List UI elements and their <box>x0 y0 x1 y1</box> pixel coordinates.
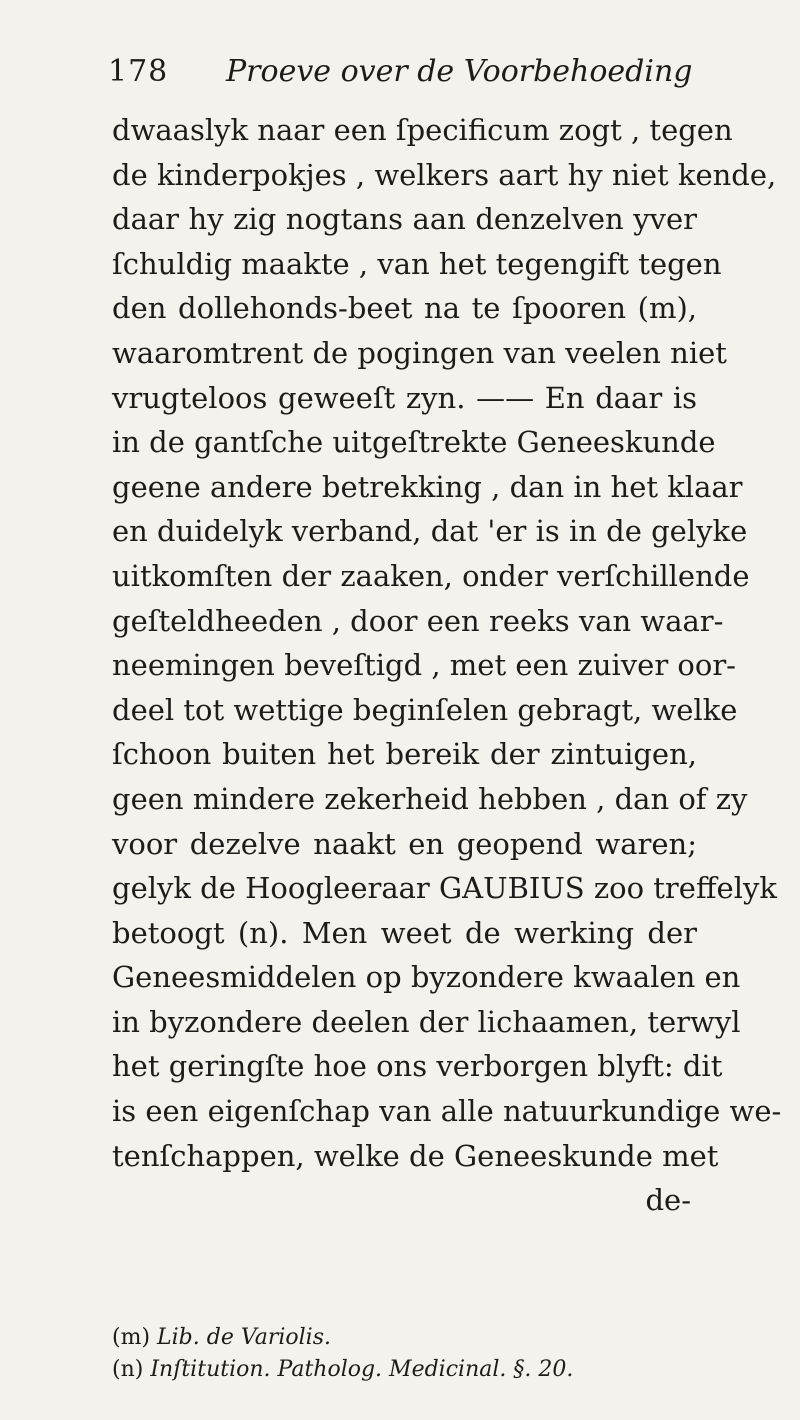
footnote-mark: (m) <box>112 1325 151 1350</box>
text-line: deel tot wettige beginſelen gebragt, welke <box>112 692 738 727</box>
footnote-text: Lib. de Variolis. <box>157 1325 331 1350</box>
text-line: daar hy zig nogtans aan denzelven yver <box>112 202 697 237</box>
text-line: het geringſte hoe ons verborgen blyft: dit <box>112 1049 723 1084</box>
page-header <box>108 46 708 96</box>
text-line: in de gantſche uitgeſtrekte Geneeskunde <box>112 425 716 460</box>
running-title: Proeve over de Voorbehoeding <box>226 54 693 89</box>
text-line: uitkomſten der zaaken, onder verſchillende <box>112 558 750 593</box>
text-line: neemingen beveſtigd , met een zuiver oor- <box>112 648 736 683</box>
text-line: voor dezelve naakt en geopend waren; <box>112 826 697 861</box>
page-number: 178 <box>108 54 169 89</box>
text-line: in byzondere deelen der lichaamen, terwyl <box>112 1004 741 1039</box>
text-line: waaromtrent de pogingen van veelen niet <box>112 335 727 370</box>
footnote-mark: (n) <box>112 1357 144 1382</box>
text-line: geen mindere zekerheid hebben , dan of zy <box>112 781 748 816</box>
text-line: ſchuldig maakte , van het tegengift tegen <box>112 246 722 281</box>
text-line: en duidelyk verband, dat 'er is in de gelyke <box>112 514 748 549</box>
body-text <box>112 108 782 1223</box>
text-line: is een eigenſchap van alle natuurkundige we- <box>112 1094 782 1129</box>
text-line: vrugteloos geweeſt zyn. —— En daar is <box>112 380 697 415</box>
text-line: betoogt (n). Men weet de werking der <box>112 915 697 950</box>
footnote <box>112 1322 697 1354</box>
text-line: gelyk de Hoogleeraar GAUBIUS zoo treffelyk <box>112 871 777 906</box>
catchword: de- <box>645 1183 691 1218</box>
text-line: geſteldheeden , door een reeks van waar- <box>112 603 724 638</box>
text-line: tenſchappen, welke de Geneeskunde met <box>112 1138 719 1173</box>
text-line: ſchoon buiten het bereik der zintuigen, <box>112 737 697 772</box>
text-line: Geneesmiddelen op byzondere kwaalen en <box>112 960 741 995</box>
text-line: den dollehonds-beet na te ſpooren (m), <box>112 291 697 326</box>
text-line: geene andere betrekking , dan in het klaar <box>112 469 743 504</box>
footnote-text: Inſtitution. Patholog. Medicinal. §. 20. <box>150 1357 574 1382</box>
text-line: dwaaslyk naar een ſpecificum zogt , tegen <box>112 113 733 147</box>
footnote <box>112 1354 697 1386</box>
text-line: de kinderpokjes , welkers aart hy niet kende, <box>112 157 777 192</box>
footnotes <box>112 1322 697 1386</box>
